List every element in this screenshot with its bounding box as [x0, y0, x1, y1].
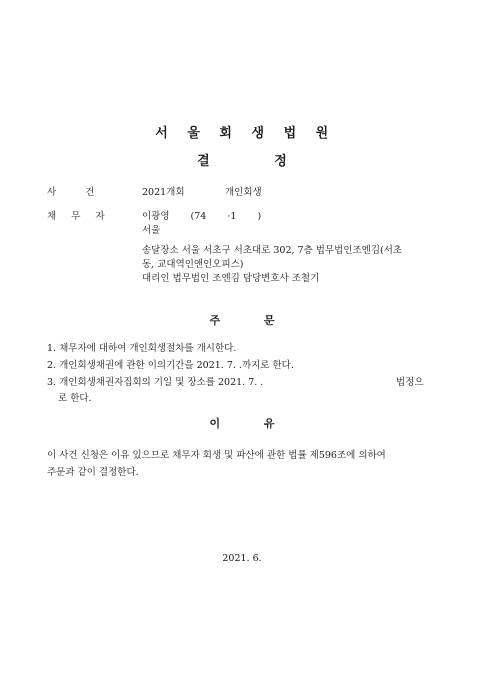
case-type: 개인회생 [225, 187, 262, 198]
delivery-line-2: 동, 교대역인앤인오피스) [142, 259, 244, 270]
order-item-1: 1. 채무자에 대하여 개인회생절차를 개시한다. [47, 343, 237, 354]
reason-text-line-2: 주문과 같이 결정한다. [47, 467, 139, 478]
order-item-3-venue: 법정으 [396, 377, 424, 388]
court-name: 서 울 회 생 법 원 [155, 126, 329, 141]
order-item-3: 3. 개인회생채권자집회의 기일 및 장소를 2021. 7. . [47, 377, 264, 388]
debtor-name: 이광영 (74 ·1 ) [142, 211, 262, 222]
decision-date: 2021. 6. [222, 553, 262, 564]
reason-text-line-1: 이 사건 신청은 이유 있으므로 채무자 회생 및 파산에 관한 법률 제596조에 의하여 [47, 450, 386, 461]
document-title: 결 정 [197, 154, 287, 169]
delivery-line-1: 송달장소 서울 서초구 서초대로 302, 7층 법무법인조엔김(서초 [142, 245, 403, 256]
order-item-3-end: 로 한다. [58, 393, 92, 404]
order-item-2: 2. 개인회생채권에 관한 이의기간을 2021. 7. .까지로 한다. [47, 360, 294, 371]
debtor-label: 채 무 자 [47, 211, 105, 222]
debtor-address: 서울 [142, 225, 161, 236]
case-label: 사 건 [47, 187, 95, 198]
reason-heading: 이 유 [209, 417, 275, 430]
order-heading: 주 문 [209, 314, 275, 327]
representative-line: 대리인 법무법인 조엔김 담당변호사 조철기 [142, 273, 320, 284]
case-number: 2021개회 [142, 187, 185, 198]
